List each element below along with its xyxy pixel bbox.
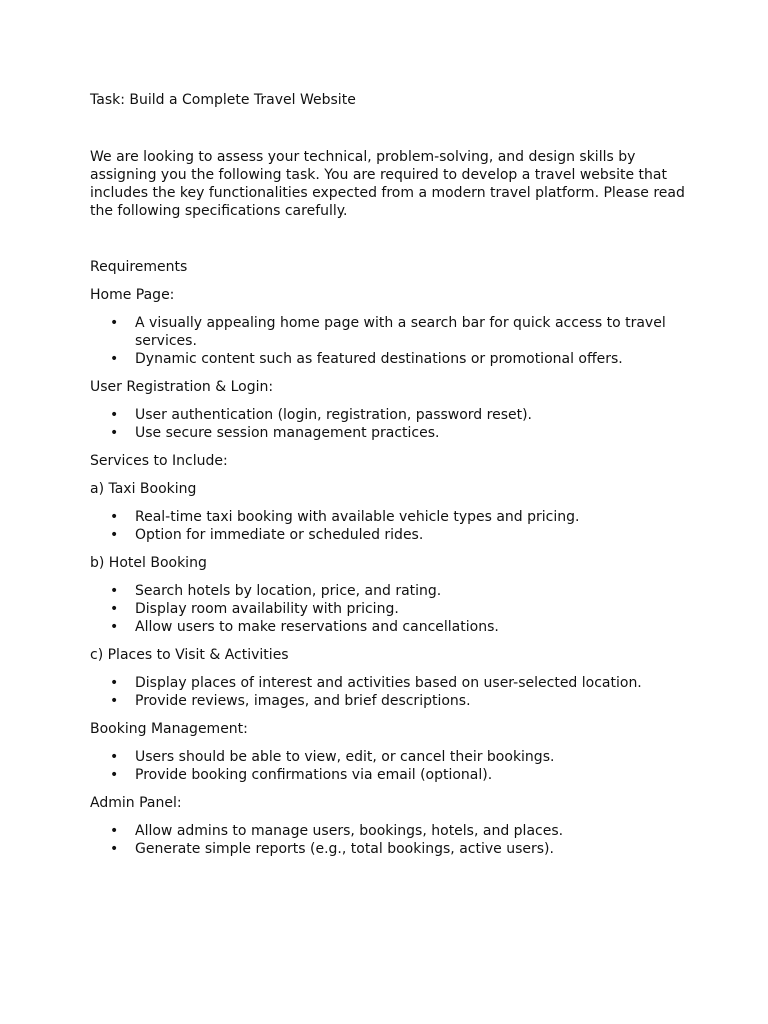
bullet-icon: • bbox=[110, 509, 119, 525]
section-label: Admin Panel: bbox=[90, 795, 182, 811]
bullet-icon: • bbox=[110, 749, 119, 765]
list-item-text: Display places of interest and activities based on user-selected location. bbox=[135, 675, 642, 691]
section-label: Booking Management: bbox=[90, 721, 248, 737]
list-item-text: Generate simple reports (e.g., total bookings, active users). bbox=[135, 841, 554, 857]
list-item bbox=[90, 766, 690, 784]
list-item-text: Allow admins to manage users, bookings, hotels, and places. bbox=[135, 823, 564, 839]
section-label: Home Page: bbox=[90, 287, 175, 303]
list-item bbox=[90, 822, 690, 840]
list-item-text: A visually appealing home page with a search bar for quick access to travel services. bbox=[135, 315, 666, 349]
list-item bbox=[90, 314, 690, 350]
list-item-text: Option for immediate or scheduled rides. bbox=[135, 527, 424, 543]
list-item bbox=[90, 600, 690, 618]
list-item-text: User authentication (login, registration, password reset). bbox=[135, 407, 533, 423]
list-item bbox=[90, 748, 690, 766]
bullet-icon: • bbox=[110, 351, 119, 367]
bullet-icon: • bbox=[110, 583, 119, 599]
list-item-text: Display room availability with pricing. bbox=[135, 601, 399, 617]
requirements-heading: Requirements bbox=[90, 259, 188, 275]
section-label: User Registration & Login: bbox=[90, 379, 274, 395]
list-item bbox=[90, 582, 690, 600]
bullet-icon: • bbox=[110, 601, 119, 617]
bullet-icon: • bbox=[110, 693, 119, 709]
bullet-icon: • bbox=[110, 619, 119, 635]
document-title: Task: Build a Complete Travel Website bbox=[90, 92, 356, 108]
bullet-icon: • bbox=[110, 315, 119, 331]
bullet-list bbox=[90, 508, 690, 544]
document-page bbox=[90, 91, 690, 858]
section-label: Services to Include: bbox=[90, 453, 228, 469]
section-label: b) Hotel Booking bbox=[90, 555, 207, 571]
requirements-sections bbox=[90, 286, 690, 858]
bullet-icon: • bbox=[110, 527, 119, 543]
bullet-list bbox=[90, 748, 690, 784]
bullet-list bbox=[90, 582, 690, 636]
bullet-icon: • bbox=[110, 823, 119, 839]
list-item bbox=[90, 350, 690, 368]
list-item bbox=[90, 674, 690, 692]
list-item-text: Provide reviews, images, and brief descriptions. bbox=[135, 693, 471, 709]
bullet-icon: • bbox=[110, 675, 119, 691]
list-item bbox=[90, 424, 690, 442]
list-item bbox=[90, 406, 690, 424]
section-label: c) Places to Visit & Activities bbox=[90, 647, 289, 663]
list-item-text: Provide booking confirmations via email (optional). bbox=[135, 767, 493, 783]
bullet-icon: • bbox=[110, 767, 119, 783]
list-item-text: Dynamic content such as featured destinations or promotional offers. bbox=[135, 351, 623, 367]
list-item bbox=[90, 840, 690, 858]
intro-paragraph: We are looking to assess your technical, problem-solving, and design skills by assigning you the following task. You are required to develop a travel website that includes the key functionalities expected from a modern travel platform. Please read the following specifications carefully. bbox=[90, 149, 685, 219]
list-item bbox=[90, 692, 690, 710]
bullet-icon: • bbox=[110, 425, 119, 441]
bullet-list bbox=[90, 314, 690, 368]
list-item bbox=[90, 526, 690, 544]
list-item bbox=[90, 508, 690, 526]
bullet-list bbox=[90, 674, 690, 710]
bullet-list bbox=[90, 406, 690, 442]
bullet-list bbox=[90, 822, 690, 858]
bullet-icon: • bbox=[110, 407, 119, 423]
list-item-text: Real-time taxi booking with available vehicle types and pricing. bbox=[135, 509, 580, 525]
list-item-text: Search hotels by location, price, and rating. bbox=[135, 583, 442, 599]
list-item-text: Use secure session management practices. bbox=[135, 425, 440, 441]
list-item-text: Users should be able to view, edit, or cancel their bookings. bbox=[135, 749, 555, 765]
list-item bbox=[90, 618, 690, 636]
section-label: a) Taxi Booking bbox=[90, 481, 197, 497]
list-item-text: Allow users to make reservations and cancellations. bbox=[135, 619, 499, 635]
bullet-icon: • bbox=[110, 841, 119, 857]
